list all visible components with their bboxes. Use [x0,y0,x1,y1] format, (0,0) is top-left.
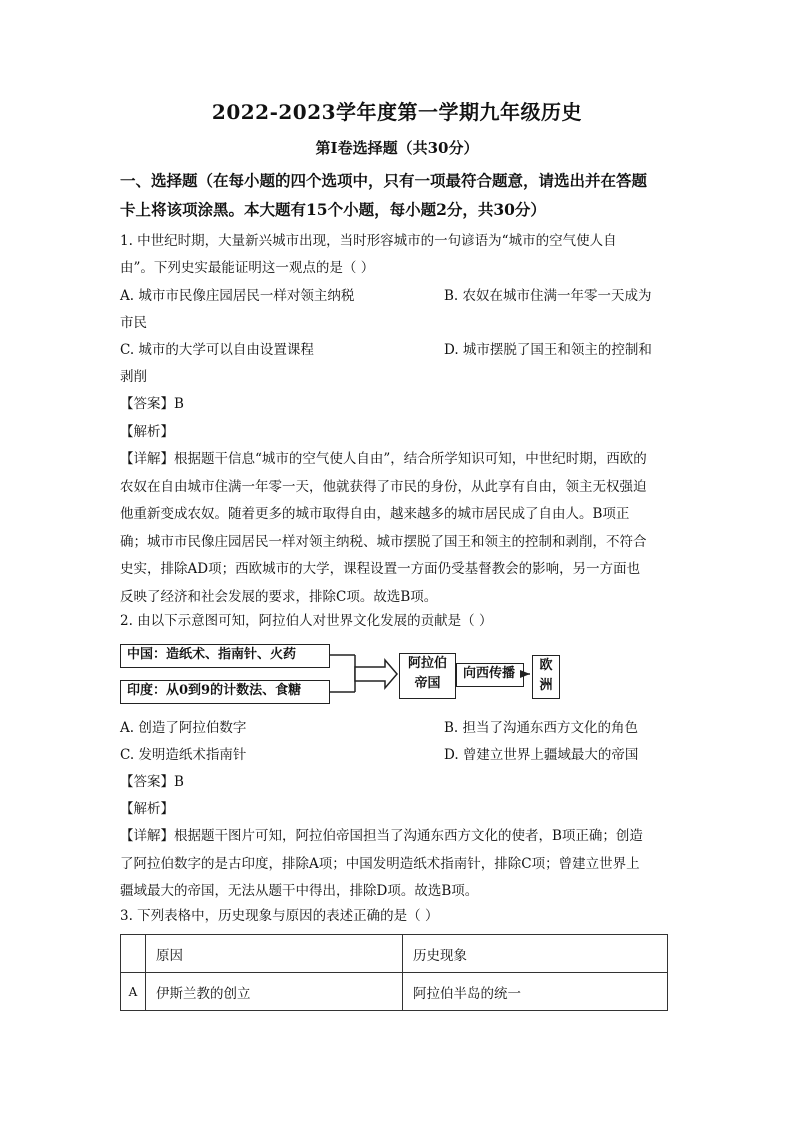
q2-option-a: A. 创造了阿拉伯数字 [120,720,247,736]
q1-detail-line: 农奴在自由城市住满一年零一天，他就获得了市民的身份，从此享有自由，领主无权强迫 [120,478,647,495]
page-title: 2022-2023学年度第一学期九年级历史 [211,100,583,124]
q1-option-a: A. 城市市民像庄园居民一样对领主纳税 [120,288,355,304]
europe-label: 洲 [539,678,553,693]
q1-analysis-label: 【解析】 [120,424,174,440]
q1-detail-tag: 【详解】 [120,451,174,467]
q2-detail-line: 了阿拉伯数字的是古印度，排除A项；中国发明造纸术指南针，排除C项；曾建立世界上 [120,855,640,872]
section-heading-line-2: 卡上将该项涂黑。本大题有15个小题，每小题2分，共30分） [120,200,546,219]
table-cell: A [121,973,146,1011]
q2-detail [120,823,670,906]
q2-option-c: C. 发明造纸术指南针 [120,747,247,763]
table-header-cell: 原因 [146,935,403,973]
europe-box [532,655,560,699]
india-box: 印度：从0到9的计数法、食糖 [120,680,330,704]
q1-option-b-continued: 市民 [120,315,147,331]
q2-stem: 2. 由以下示意图可知，阿拉伯人对世界文化发展的贡献是（ ） [120,613,493,629]
table-cell: 阿拉伯半岛的统一 [403,973,668,1011]
table-header-cell: 历史现象 [403,935,668,973]
hollow-arrow-icon [355,660,397,688]
table-header-cell [121,935,146,973]
q2-option-d: D. 曾建立世界上疆域最大的帝国 [444,747,639,763]
q1-detail-line: 反映了经济和社会发展的要求，排除C项。故选B项。 [120,588,438,605]
europe-label: 欧 [539,658,553,673]
china-box: 中国：造纸术、指南针、火药 [120,644,330,668]
arab-empire-box [399,653,456,699]
q1-option-d-continued: 剥削 [120,369,147,385]
q2-detail-line: 疆域最大的帝国，无法从题干中得出，排除D项。故选B项。 [120,883,479,899]
section-heading-line-1: 一、选择题（在每小题的四个选项中，只有一项最符合题意，请选出并在答题 [120,171,648,190]
q1-option-b: B. 农奴在城市住满一年零一天成为 [444,288,652,304]
q1-detail-line: 确；城市市民像庄园居民一样对领主纳税、城市摆脱了国王和领主的控制和剥削，不符合 [120,533,647,550]
table-row [121,973,668,1011]
arab-empire-label: 阿拉伯 [407,656,447,671]
q1-option-d: D. 城市摆脱了国王和领主的控制和 [444,342,652,358]
q2-detail-line: 根据题干图片可知，阿拉伯帝国担当了沟通东西方文化的使者，B项正确；创造 [174,828,643,844]
table-header-row [121,935,668,973]
q2-option-b: B. 担当了沟通东西方文化的角色 [444,720,639,736]
westward-box: 向西传播 [456,663,524,687]
arab-empire-label: 帝国 [414,676,441,691]
q2-answer: 【答案】B [120,774,184,790]
q1-detail-line: 他重新变成农奴。随着更多的城市取得自由，越来越多的城市居民成了自由人。B项正 [120,506,630,522]
q1-option-c: C. 城市的大学可以自由设置课程 [120,342,314,358]
q3-table [120,934,668,1011]
q1-detail-line: 根据题干信息“城市的空气使人自由”，结合所学知识可知，中世纪时期，西欧的 [174,451,647,467]
q1-stem-line-2: 由”。下列史实最能证明这一观点的是（ ） [120,260,375,276]
q2-diagram [120,640,564,710]
q1-detail-line: 史实，排除AD项；西欧城市的大学，课程设置一方面仍受基督教会的影响，另一方面也 [120,561,641,577]
q2-detail-tag: 【详解】 [120,828,174,844]
q3-stem: 3. 下列表格中，历史现象与原因的表述正确的是（ ） [120,908,439,924]
table-cell: 伊斯兰教的创立 [146,973,403,1011]
page-subtitle: 第Ⅰ卷选择题（共30分） [315,139,479,157]
q1-stem-line-1: 1. 中世纪时期，大量新兴城市出现，当时形容城市的一句谚语为“城市的空气使人自 [120,233,617,249]
q2-analysis-label: 【解析】 [120,801,174,817]
q1-answer: 【答案】B [120,396,184,412]
q1-detail [120,446,670,611]
